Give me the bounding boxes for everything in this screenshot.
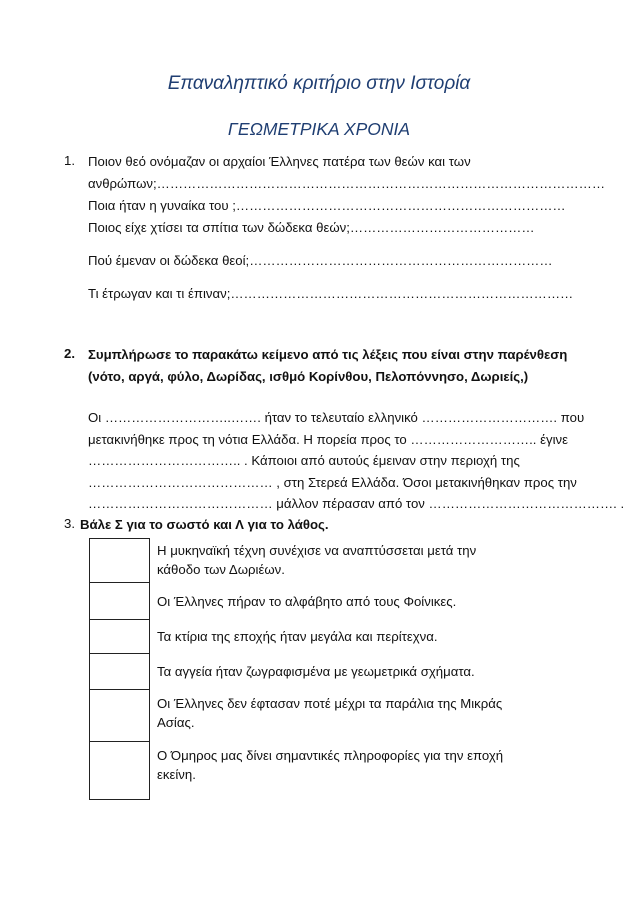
page-subtitle: ΓΕΩΜΕΤΡΙΚΑ ΧΡΟΝΙΑ: [227, 119, 411, 139]
q1-line: Ποιον θεό ονόμαζαν οι αρχαίοι Έλληνες πατέρα των θεών και των: [88, 154, 471, 169]
question-1-number: 1.: [64, 153, 75, 168]
question-3-number: 3.: [64, 516, 75, 531]
answer-box[interactable]: [90, 583, 150, 620]
q1-line: Ποια ήταν η γυναίκα του ;…………………………………………………………………: [88, 198, 566, 213]
statement: Ο Όμηρος μας δίνει σημαντικές πληροφορίες για την εποχή εκείνη.: [157, 747, 504, 782]
statement: Τα αγγεία ήταν ζωγραφισμένα με γεωμετρικά σχήματα.: [157, 663, 475, 679]
statement: Τα κτίρια της εποχής ήταν μεγάλα και περίτεχνα.: [157, 628, 438, 644]
statement: Οι Έλληνες πήραν το αλφάβητο από τους Φοίνικες.: [157, 593, 457, 609]
question-2-number: 2.: [64, 346, 75, 361]
true-false-table: [89, 538, 544, 800]
answer-box[interactable]: [90, 742, 150, 800]
statement: Η μυκηναϊκή τέχνη συνέχισε να αναπτύσσεται μετά την κάθοδο των Δωριέων.: [157, 542, 477, 577]
question-3-heading: Βάλε Σ για το σωστό και Λ για το λάθος.: [80, 517, 329, 532]
q2-line: …………………………….. . Κάποιοι από αυτούς έμειναν στην περιοχή της: [88, 453, 520, 468]
q2-line: …………………………………… , στη Στερεά Ελλάδα. Όσοι μετακινήθηκαν προς την: [88, 475, 577, 490]
question-2-word-list: (νότο, αργά, φύλο, Δωρίδας, ισθμό Κορίνθου, Πελοπόννησο, Δωριείς,): [88, 369, 529, 384]
question-2-heading: Συμπλήρωσε το παρακάτω κείμενο από τις λέξεις που είναι στην παρένθεση: [88, 347, 568, 362]
q1-line: Τι έτρωγαν και τι έπιναν;……………………………………………………………………: [88, 286, 574, 301]
q1-line: ανθρώπων;…………………………………………………………………………………………: [88, 176, 606, 191]
q1-line: Ποιος είχε χτίσει τα σπίτια των δώδεκα θεών;……………………………………: [88, 220, 535, 235]
answer-box[interactable]: [90, 620, 150, 654]
statement: Οι Έλληνες δεν έφτασαν ποτέ μέχρι τα παράλια της Μικράς Ασίας.: [157, 695, 503, 730]
answer-box[interactable]: [90, 539, 150, 583]
q2-line: μετακινήθηκε προς τη νότια Ελλάδα. Η πορεία προς το ……………………….. έγινε: [88, 432, 568, 447]
q2-line: …………………………………… μάλλον πέρασαν από τον ……………………………………. .: [88, 496, 625, 511]
q2-line: Οι ………………………..……. ήταν το τελευταίο ελληνικό …………………………. που: [88, 410, 585, 425]
page-title: Επαναληπτικό κριτήριο στην Ιστορία: [167, 73, 471, 94]
answer-box[interactable]: [90, 690, 150, 742]
answer-box[interactable]: [90, 654, 150, 690]
q1-line: Πού έμεναν οι δώδεκα θεοί;……………………………………………………………: [88, 253, 553, 268]
